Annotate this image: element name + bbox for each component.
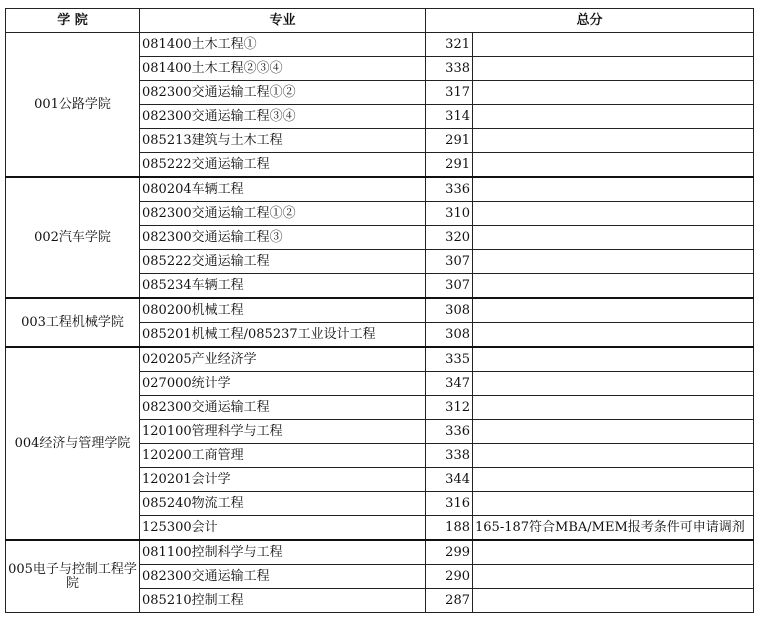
college-cell: 005电子与控制工程学院 bbox=[6, 540, 140, 613]
note-cell bbox=[473, 298, 754, 323]
major-cell: 085213建筑与土木工程 bbox=[140, 129, 426, 153]
table-row bbox=[6, 540, 754, 565]
score-cell: 317 bbox=[426, 81, 473, 105]
score-cell: 336 bbox=[426, 177, 473, 202]
score-cell: 321 bbox=[426, 33, 473, 57]
major-cell: 080200机械工程 bbox=[140, 298, 426, 323]
major-cell: 120201会计学 bbox=[140, 468, 426, 492]
header-score: 总分 bbox=[426, 9, 754, 33]
score-cell: 344 bbox=[426, 468, 473, 492]
score-cell: 314 bbox=[426, 105, 473, 129]
score-cell: 299 bbox=[426, 540, 473, 565]
note-cell bbox=[473, 153, 754, 178]
score-cell: 335 bbox=[426, 347, 473, 372]
note-cell bbox=[473, 177, 754, 202]
major-cell: 085222交通运输工程 bbox=[140, 250, 426, 274]
note-cell bbox=[473, 347, 754, 372]
note-cell bbox=[473, 226, 754, 250]
note-cell bbox=[473, 202, 754, 226]
score-cell: 287 bbox=[426, 589, 473, 613]
table-row bbox=[6, 177, 754, 202]
note-cell bbox=[473, 33, 754, 57]
note-cell bbox=[473, 129, 754, 153]
score-cell: 291 bbox=[426, 153, 473, 178]
major-cell: 080204车辆工程 bbox=[140, 177, 426, 202]
major-cell: 081400土木工程① bbox=[140, 33, 426, 57]
major-cell: 082300交通运输工程③ bbox=[140, 226, 426, 250]
major-cell: 085234车辆工程 bbox=[140, 274, 426, 299]
note-cell bbox=[473, 589, 754, 613]
major-cell: 082300交通运输工程 bbox=[140, 396, 426, 420]
note-cell bbox=[473, 372, 754, 396]
score-cell: 310 bbox=[426, 202, 473, 226]
note-cell bbox=[473, 492, 754, 516]
major-cell: 085201机械工程/085237工业设计工程 bbox=[140, 323, 426, 348]
note-cell bbox=[473, 274, 754, 299]
score-cell: 290 bbox=[426, 565, 473, 589]
note-cell bbox=[473, 396, 754, 420]
college-cell: 001公路学院 bbox=[6, 33, 140, 178]
header-row bbox=[6, 9, 754, 33]
score-cell: 188 bbox=[426, 516, 473, 541]
major-cell: 081100控制科学与工程 bbox=[140, 540, 426, 565]
table-row bbox=[6, 298, 754, 323]
score-cell: 307 bbox=[426, 274, 473, 299]
score-cell: 338 bbox=[426, 444, 473, 468]
header-college: 学 院 bbox=[6, 9, 140, 33]
score-cell: 308 bbox=[426, 323, 473, 348]
score-cell: 336 bbox=[426, 420, 473, 444]
table-body bbox=[6, 33, 754, 613]
note-cell bbox=[473, 105, 754, 129]
college-cell: 004经济与管理学院 bbox=[6, 347, 140, 540]
note-cell bbox=[473, 420, 754, 444]
header-major: 专业 bbox=[140, 9, 426, 33]
note-cell bbox=[473, 565, 754, 589]
major-cell: 125300会计 bbox=[140, 516, 426, 541]
note-cell bbox=[473, 57, 754, 81]
major-cell: 085222交通运输工程 bbox=[140, 153, 426, 178]
major-cell: 020205产业经济学 bbox=[140, 347, 426, 372]
note-cell: 165-187符合MBA/MEM报考条件可申请调剂 bbox=[473, 516, 754, 541]
major-cell: 085210控制工程 bbox=[140, 589, 426, 613]
major-cell: 120100管理科学与工程 bbox=[140, 420, 426, 444]
note-cell bbox=[473, 540, 754, 565]
major-cell: 027000统计学 bbox=[140, 372, 426, 396]
major-cell: 082300交通运输工程 bbox=[140, 565, 426, 589]
score-table bbox=[5, 8, 754, 613]
score-cell: 291 bbox=[426, 129, 473, 153]
major-cell: 082300交通运输工程①② bbox=[140, 202, 426, 226]
score-cell: 320 bbox=[426, 226, 473, 250]
note-cell bbox=[473, 444, 754, 468]
note-cell bbox=[473, 81, 754, 105]
major-cell: 082300交通运输工程①② bbox=[140, 81, 426, 105]
score-cell: 312 bbox=[426, 396, 473, 420]
score-cell: 307 bbox=[426, 250, 473, 274]
major-cell: 081400土木工程②③④ bbox=[140, 57, 426, 81]
major-cell: 085240物流工程 bbox=[140, 492, 426, 516]
college-cell: 002汽车学院 bbox=[6, 177, 140, 298]
college-cell: 003工程机械学院 bbox=[6, 298, 140, 347]
score-cell: 338 bbox=[426, 57, 473, 81]
table-row bbox=[6, 347, 754, 372]
note-cell bbox=[473, 468, 754, 492]
score-cell: 308 bbox=[426, 298, 473, 323]
note-cell bbox=[473, 323, 754, 348]
score-cell: 347 bbox=[426, 372, 473, 396]
major-cell: 120200工商管理 bbox=[140, 444, 426, 468]
table-row bbox=[6, 33, 754, 57]
note-cell bbox=[473, 250, 754, 274]
score-cell: 316 bbox=[426, 492, 473, 516]
major-cell: 082300交通运输工程③④ bbox=[140, 105, 426, 129]
